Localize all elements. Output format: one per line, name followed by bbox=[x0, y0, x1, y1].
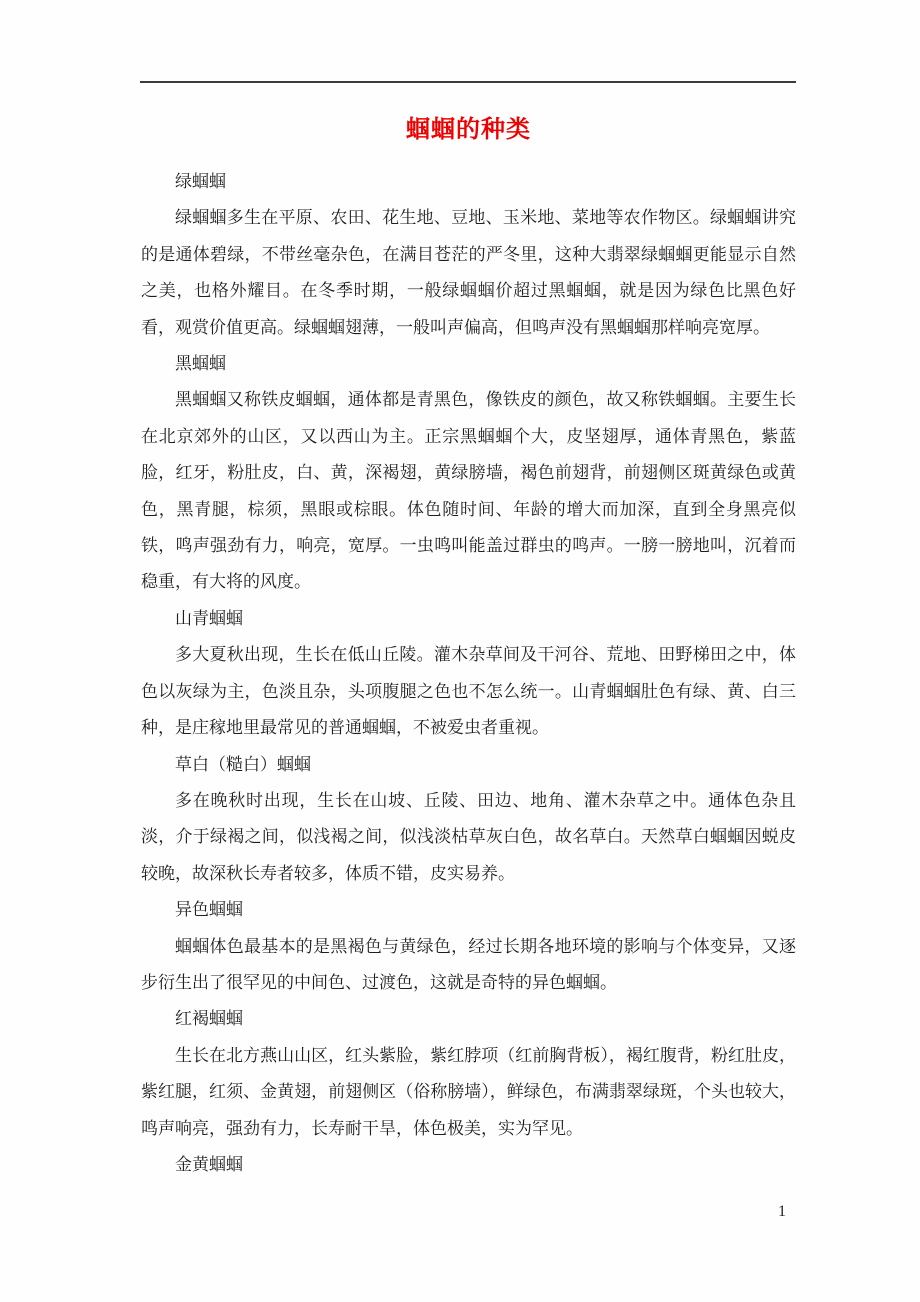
section-heading: 黑蝈蝈 bbox=[175, 354, 226, 374]
section-black-katydid bbox=[141, 346, 796, 601]
section-grass-white-katydid bbox=[141, 747, 796, 893]
page-number: 1 bbox=[778, 1203, 786, 1220]
section-mountain-green-katydid bbox=[141, 601, 796, 747]
section-paragraph: 绿蝈蝈多生在平原、农田、花生地、豆地、玉米地、菜地等农作物区。绿蝈蝈讲究的是通体碧绿，不带丝毫杂色，在满目苍茫的严冬里，这种大翡翠绿蝈蝈更能显示自然之美，也格外耀目。在冬季时期，一般绿蝈蝈价超过黑蝈蝈，就是因为绿色比黑色好看，观赏价值更高。绿蝈蝈翅薄，一般叫声偏高，但鸣声没有黑蝈蝈那样响亮宽厚。 bbox=[141, 208, 796, 337]
section-heading: 金黄蝈蝈 bbox=[175, 1154, 243, 1174]
section-heading: 绿蝈蝈 bbox=[175, 172, 226, 191]
section-paragraph: 多在晚秋时出现，生长在山坡、丘陵、田边、地角、灌木杂草之中。通体色杂且淡，介于绿褐之间，似浅褐之间，似浅淡枯草灰白色，故名草白。天然草白蝈蝈因蜕皮较晚，故深秋长寿者较多，体质不错，皮实易养。 bbox=[141, 790, 796, 883]
section-paragraph: 黑蝈蝈又称铁皮蝈蝈，通体都是青黑色，像铁皮的颜色，故又称铁蝈蝈。主要生长在北京郊外的山区，又以西山为主。正宗黑蝈蝈个大，皮坚翅厚，通体青黑色，紫蓝脸，红牙，粉肚皮，白、黄，深褐翅，黄绿膀墙，褐色前翅背，前翅侧区斑黄绿色或黄色，黑青腿，棕须，黑眼或棕眼。体色随时间、年龄的增大而加深，直到全身黑亮似铁，鸣声强劲有力，响亮，宽厚。一虫鸣叫能盖过群虫的鸣声。一膀一膀地叫，沉着而稳重，有大将的风度。 bbox=[141, 390, 796, 592]
document-content bbox=[141, 164, 796, 1183]
section-heading: 山青蝈蝈 bbox=[175, 608, 243, 628]
page-title: 蝈蝈的种类 bbox=[406, 117, 531, 143]
section-heading: 草白（糙白）蝈蝈 bbox=[175, 754, 311, 774]
section-heading: 红褐蝈蝈 bbox=[175, 1009, 243, 1029]
section-paragraph: 生长在北方燕山山区，红头紫脸，紫红脖项（红前胸背板），褐红腹背，粉红肚皮，紫红腿，红须、金黄翅，前翅侧区（俗称膀墙），鲜绿色，布满翡翠绿斑，个头也较大，鸣声响亮，强劲有力，长寿耐干旱，体色极美，实为罕见。 bbox=[141, 1045, 796, 1138]
section-heading: 异色蝈蝈 bbox=[175, 900, 243, 920]
section-golden-katydid bbox=[141, 1147, 796, 1183]
section-red-brown-katydid bbox=[141, 1001, 796, 1147]
section-paragraph: 多大夏秋出现，生长在低山丘陵。灌木杂草间及干河谷、荒地、田野梯田之中，体色以灰绿为主，色淡且杂，头项腹腿之色也不怎么统一。山青蝈蝈肚色有绿、黄、白三种，是庄稼地里最常见的普通蝈蝈，不被爱虫者重视。 bbox=[141, 645, 796, 738]
header-divider-line bbox=[140, 81, 796, 83]
section-odd-color-katydid bbox=[141, 892, 796, 1001]
section-paragraph: 蝈蝈体色最基本的是黑褐色与黄绿色，经过长期各地环境的影响与个体变异，又逐步衍生出了很罕见的中间色、过渡色，这就是奇特的异色蝈蝈。 bbox=[141, 936, 796, 992]
section-green-katydid bbox=[141, 164, 796, 346]
